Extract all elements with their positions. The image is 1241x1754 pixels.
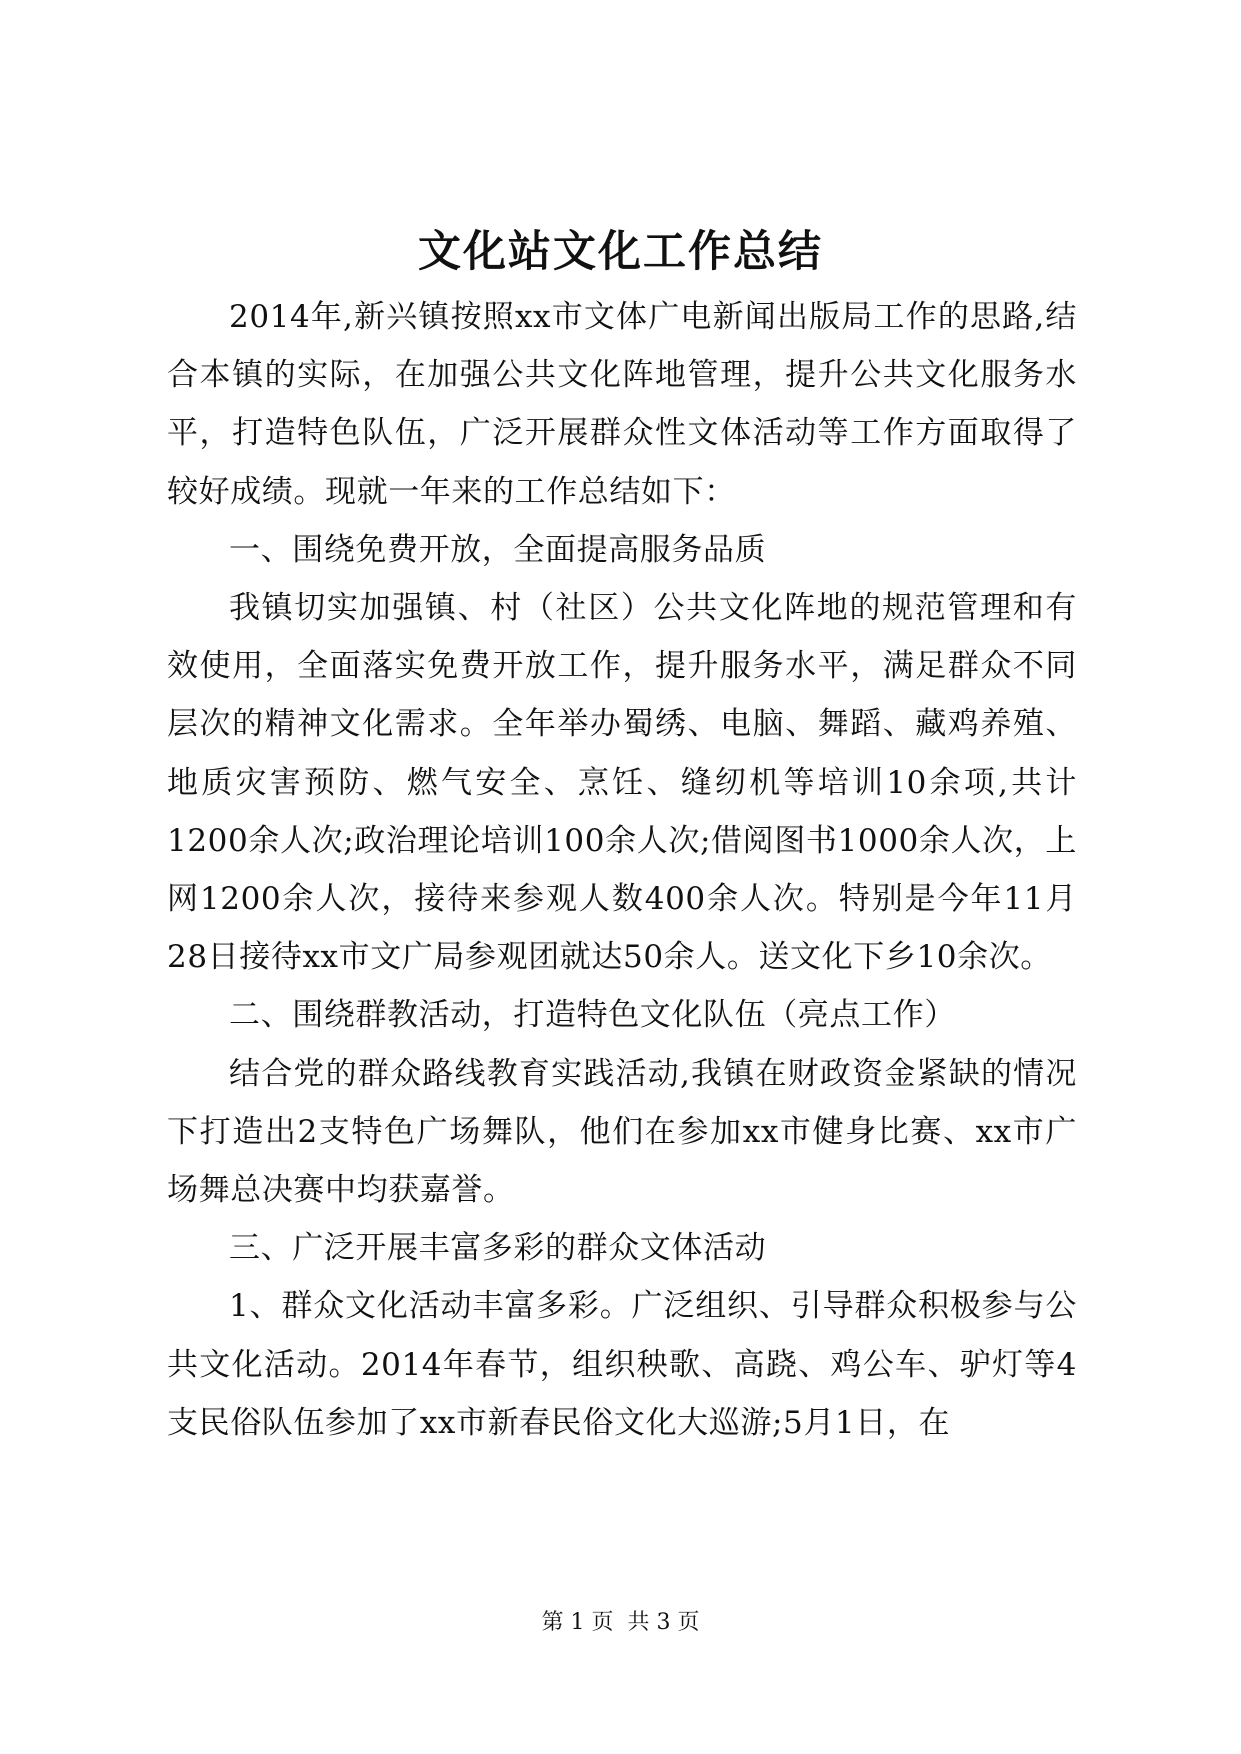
section-1-heading: 一、围绕免费开放，全面提高服务品质 bbox=[229, 531, 767, 568]
section-3-heading: 三、广泛开展丰富多彩的群众文体活动 bbox=[229, 1230, 767, 1267]
document-title: 文化站文化工作总结 bbox=[418, 227, 823, 277]
page-number-footer: 第 1 页 共 3 页 bbox=[541, 1610, 700, 1635]
section-1-paragraph: 我镇切实加强镇、村（社区）公共文化阵地的规范管理和有效使用，全面落实免费开放工作，提升服务水平，满足群众不同层次的精神文化需求。全年举办蜀绣、电脑、舞蹈、藏鸡养殖、地质灾害预防、燃气安全、烹饪、缝纫机等培训10余项,共计1200余人次;政治理论培训100余人次;借阅图书1000余人次，上网1200余人次，接待来参观人数400余人次。特别是今年11月28日接待xx市文广局参观团就达50余人。送文化下乡10余次。 bbox=[167, 590, 1077, 976]
intro-paragraph: 2014年,新兴镇按照xx市文体广电新闻出版局工作的思路,结合本镇的实际，在加强公共文化阵地管理，提升公共文化服务水平，打造特色队伍，广泛开展群众性文体活动等工作方面取得了较好成绩。现就一年来的工作总结如下： bbox=[167, 299, 1077, 510]
section-2-paragraph: 结合党的群众路线教育实践活动,我镇在财政资金紧缺的情况下打造出2支特色广场舞队，他们在参加xx市健身比赛、xx市广场舞总决赛中均获嘉誉。 bbox=[167, 1055, 1077, 1209]
section-3-paragraph: 1、群众文化活动丰富多彩。广泛组织、引导群众积极参与公共文化活动。2014年春节，组织秧歌、高跷、鸡公车、驴灯等4支民俗队伍参加了xx市新春民俗文化大巡游;5月1日，在 bbox=[167, 1288, 1077, 1441]
document-body bbox=[167, 288, 1077, 1452]
section-2-heading: 二、围绕群教活动，打造特色文化队伍（亮点工作） bbox=[229, 997, 956, 1034]
